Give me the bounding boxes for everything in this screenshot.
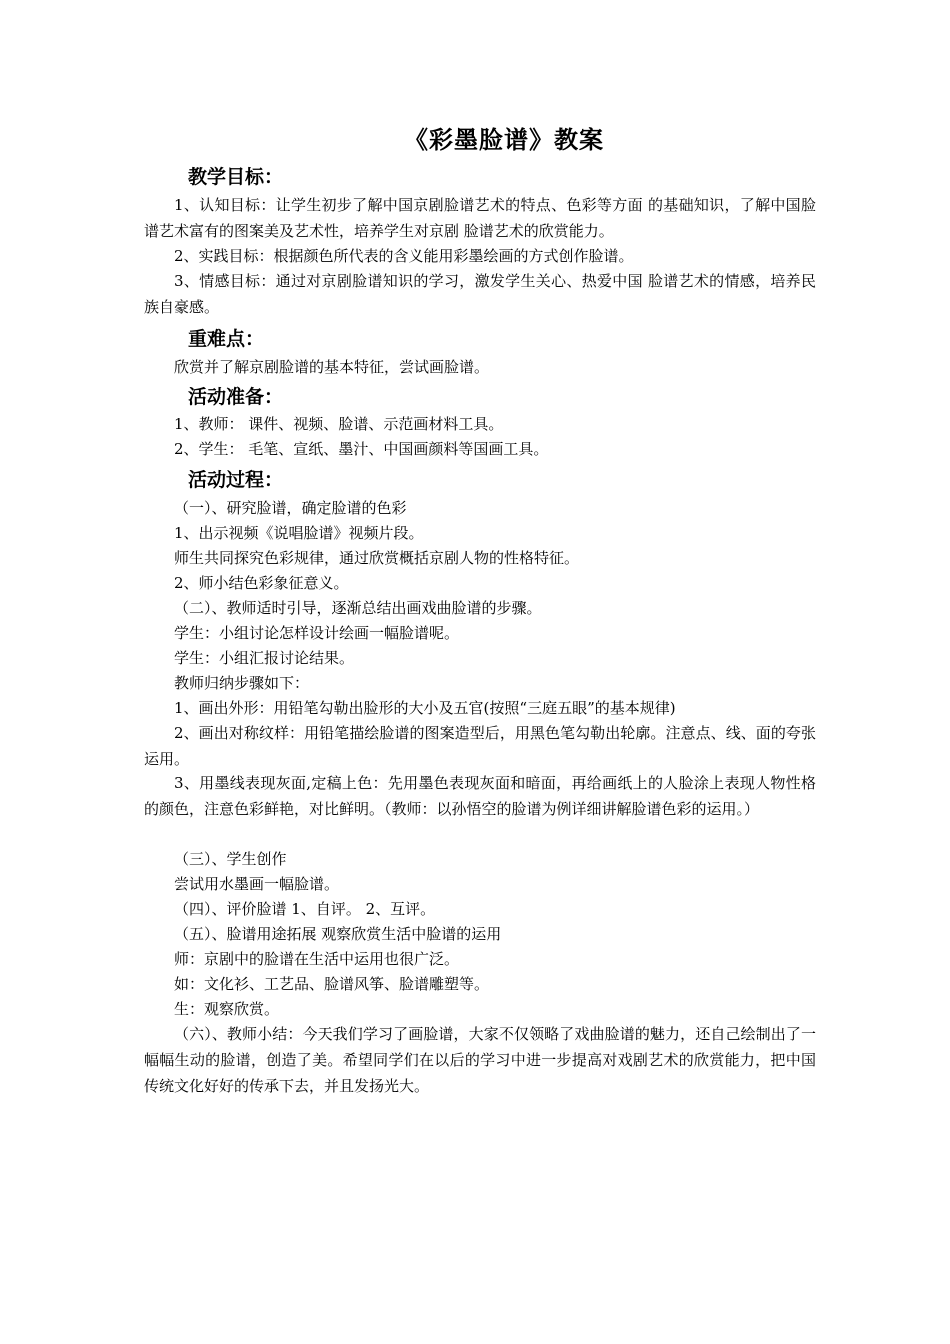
goals-heading: 教学目标： — [188, 166, 284, 188]
process-line: 如：文化衫、工艺品、脸谱风筝、脸谱雕塑等。 — [174, 975, 490, 993]
process-line: 2、师小结色彩象征意义。 — [174, 574, 349, 592]
process-line: 学生：小组讨论怎样设计绘画一幅脸谱呢。 — [174, 624, 460, 642]
process-line: 1、画出外形：用铅笔勾勒出脸形的大小及五官(按照“三庭五眼”的基本规律) — [174, 699, 676, 717]
document-page — [144, 0, 824, 1344]
prep-heading: 活动准备： — [188, 386, 284, 408]
page-title: 《彩墨脸谱》教案 — [404, 125, 604, 154]
process-line: （六）、教师小结：今天我们学习了画脸谱，大家不仅领略了戏曲脸谱的魅力，还自己绘制出了一幅幅生动的脸谱，创造了美。希望同学们在以后的学习中进一步提高对戏剧艺术的欣赏能力，把中国传统文化好好的传承下去，并且发扬光大。 — [144, 1025, 816, 1095]
process-line: 1、出示视频《说唱脸谱》视频片段。 — [174, 524, 424, 542]
process-line: 生：观察欣赏。 — [174, 1000, 280, 1018]
prep-item-2: 2、学生： 毛笔、宣纸、墨汁、中国画颜料等国画工具。 — [174, 440, 549, 458]
goal-item-1: 1、认知目标：让学生初步了解中国京剧脸谱艺术的特点、色彩等方面 的基础知识，了解中国脸谱艺术富有的图案美及艺术性，培养学生对京剧 脸谱艺术的欣赏能力。 — [144, 196, 816, 240]
key-points-heading: 重难点： — [188, 328, 265, 350]
prep-item-1: 1、教师： 课件、视频、脸谱、示范画材料工具。 — [174, 415, 504, 433]
process-line: （四）、评价脸谱 1、自评。 2、互评。 — [174, 900, 436, 918]
process-line: 师生共同探究色彩规律，通过欣赏概括京剧人物的性格特征。 — [174, 549, 580, 567]
goal-item-2: 2、实践目标：根据颜色所代表的含义能用彩墨绘画的方式创作脸谱。 — [174, 247, 634, 265]
process-line: 师：京剧中的脸谱在生活中运用也很广泛。 — [174, 950, 460, 968]
process-line: 3、用墨线表现灰面,定稿上色：先用墨色表现灰面和暗面，再给画纸上的人脸涂上表现人物性格的颜色，注意色彩鲜艳，对比鲜明。（教师：以孙悟空的脸谱为例详细讲解脸谱色彩的运用。） — [144, 774, 816, 818]
process-line: 教师归纳步骤如下： — [174, 674, 310, 692]
process-line: （五）、脸谱用途拓展 观察欣赏生活中脸谱的运用 — [174, 925, 502, 943]
key-points-text: 欣赏并了解京剧脸谱的基本特征，尝试画脸谱。 — [174, 358, 490, 376]
process-heading: 活动过程： — [188, 469, 284, 491]
process-line: （二）、教师适时引导，逐渐总结出画戏曲脸谱的步骤。 — [174, 599, 542, 617]
process-line: 尝试用水墨画一幅脸谱。 — [174, 875, 340, 893]
process-line: （一）、研究脸谱，确定脸谱的色彩 — [174, 499, 407, 517]
process-line: （三）、学生创作 — [174, 850, 287, 868]
process-line: 学生：小组汇报讨论结果。 — [174, 649, 355, 667]
goal-item-3: 3、情感目标：通过对京剧脸谱知识的学习，激发学生关心、热爱中国 脸谱艺术的情感，培养民族自豪感。 — [144, 272, 816, 316]
process-line: 2、画出对称纹样：用铅笔描绘脸谱的图案造型后，用黑色笔勾勒出轮廓。注意点、线、面的夸张运用。 — [144, 724, 816, 768]
